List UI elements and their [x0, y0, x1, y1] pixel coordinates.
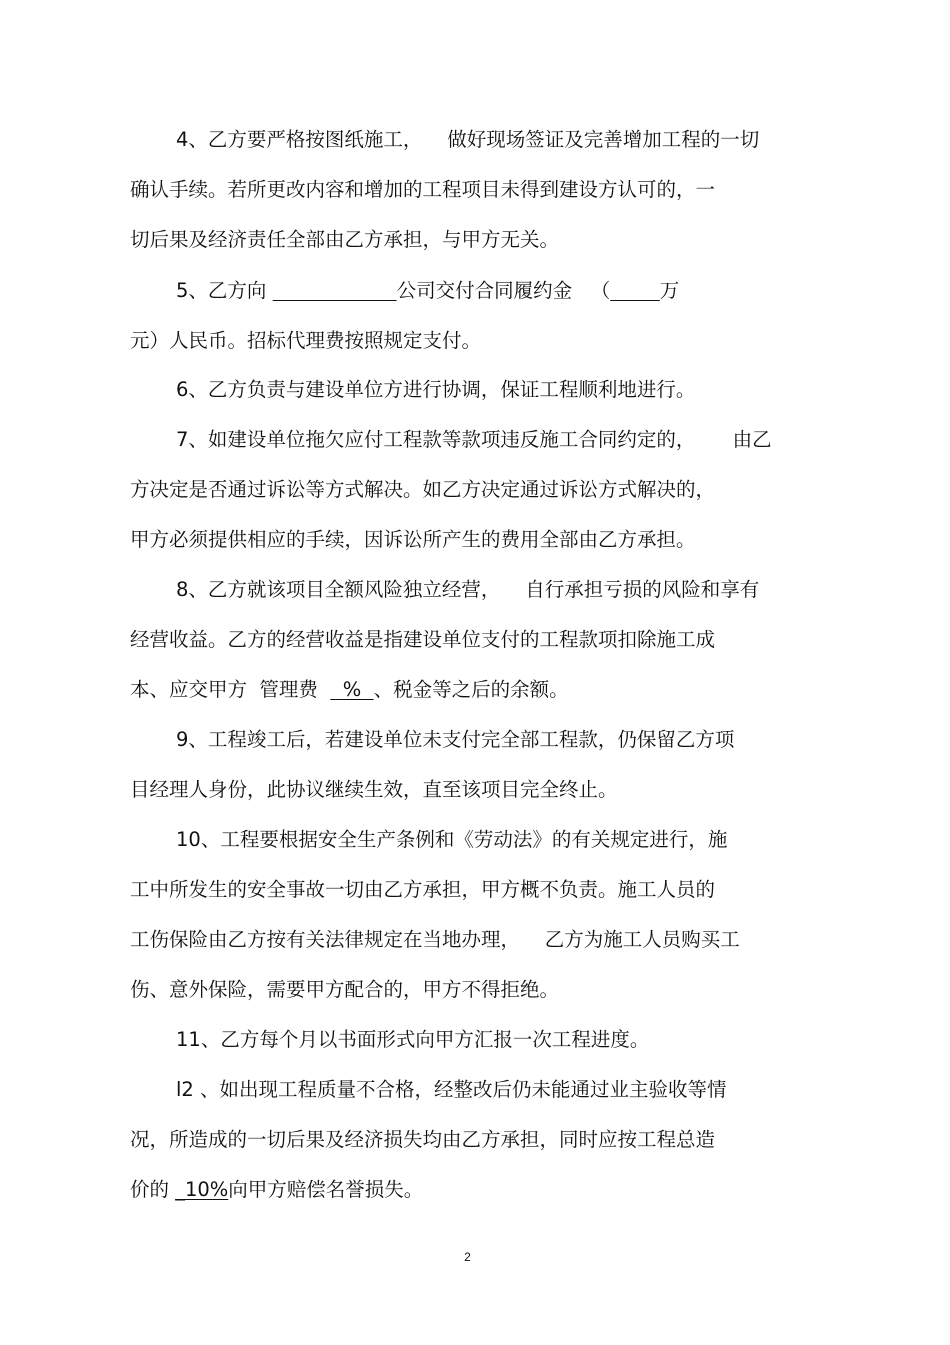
clause-6-line-1: 6、乙方负责与建设单位方进行协调，保证工程顺利地进行。: [176, 378, 696, 401]
clause-5-line-1: [176, 278, 679, 304]
clause-10-line-1: 10、工程要根据安全生产条例和《劳动法》的有关规定进行，施: [176, 828, 728, 851]
clause-5-prefix: 5、乙方向: [176, 279, 273, 302]
clause-12-suffix: 向甲方赔偿名誉损失。: [228, 1178, 424, 1201]
clause-9-line-2: 目经理人身份，此协议继续生效，直至该项目完全终止。: [130, 778, 618, 801]
clause-12-line-3: [130, 1177, 423, 1203]
clause-12-line-1: l2 、如出现工程质量不合格，经整改后仍未能通过业主验收等情: [176, 1078, 727, 1101]
company-name-blank: [273, 279, 397, 302]
compensation-percent: _10%: [175, 1178, 229, 1201]
clause-8-line-3: [130, 677, 569, 703]
clause-12-line-2: 况，所造成的一切后果及经济损失均由乙方承担，同时应按工程总造: [130, 1128, 716, 1151]
page-number: 2: [464, 1250, 471, 1264]
clause-8-prefix: 本、应交甲方 管理费: [130, 678, 331, 701]
clause-10-line-3: 工伤保险由乙方按有关法律规定在当地办理， 乙方为施工人员购买工: [130, 928, 740, 951]
clause-8-line-1: 8、乙方就该项目全额风险独立经营， 自行承担亏损的风险和享有: [176, 578, 760, 601]
clause-8-suffix: 、税金等之后的余额。: [373, 678, 569, 701]
clause-9-line-1: 9、工程竣工后，若建设单位未支付完全部工程款，仍保留乙方项: [176, 728, 735, 751]
clause-4-line-2: 确认手续。若所更改内容和增加的工程项目未得到建设方认可的，一: [130, 178, 716, 201]
clause-11-line-1: 11、乙方每个月以书面形式向甲方汇报一次工程进度。: [176, 1028, 650, 1051]
amount-blank: [610, 279, 660, 302]
clause-12-prefix: 价的: [130, 1178, 176, 1201]
clause-7-line-1: 7、如建设单位拖欠应付工程款等款项违反施工合同约定的， 由乙: [176, 428, 772, 451]
clause-5-line-2: 元）人民币。招标代理费按照规定支付。: [130, 329, 482, 352]
clause-10-line-2: 工中所发生的安全事故一切由乙方承担，甲方概不负责。施工人员的: [130, 878, 716, 901]
management-fee-percent-blank: %: [330, 678, 374, 701]
clause-4-line-1: 4、乙方要严格按图纸施工， 做好现场签证及完善增加工程的一切: [176, 128, 760, 151]
clause-8-line-2: 经营收益。乙方的经营收益是指建设单位支付的工程款项扣除施工成: [130, 628, 716, 651]
clause-5-mid: 公司交付合同履约金 （: [396, 279, 611, 302]
clause-7-line-3: 甲方必须提供相应的手续，因诉讼所产生的费用全部由乙方承担。: [130, 528, 696, 551]
clause-7-line-2: 方决定是否通过诉讼等方式解决。如乙方决定通过诉讼方式解决的，: [130, 478, 716, 501]
clause-10-line-4: 伤、意外保险，需要甲方配合的，甲方不得拒绝。: [130, 978, 560, 1001]
clause-5-suffix: 万: [659, 279, 680, 302]
clause-4-line-3: 切后果及经济责任全部由乙方承担，与甲方无关。: [130, 228, 560, 251]
